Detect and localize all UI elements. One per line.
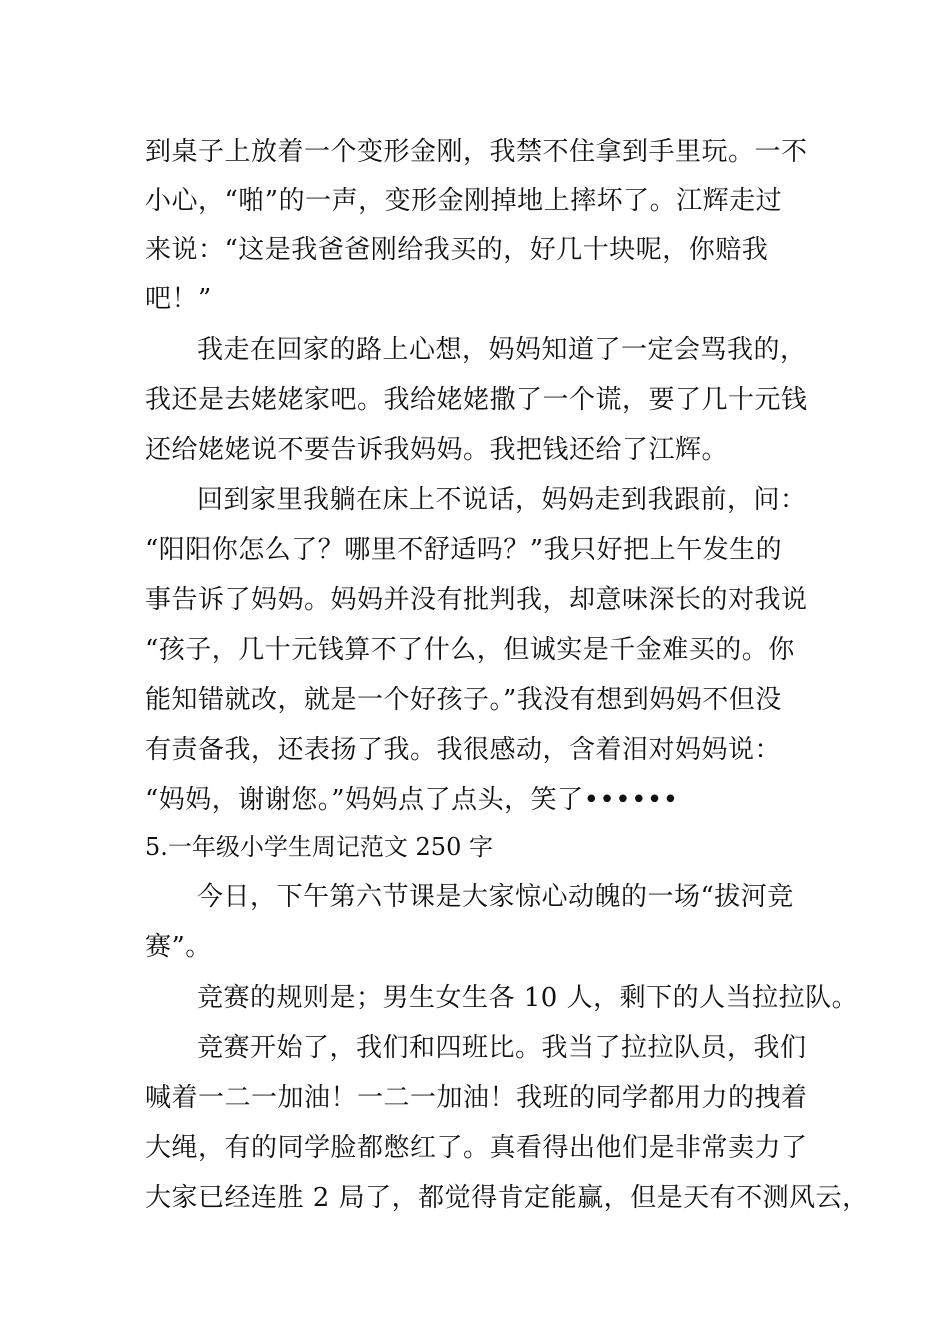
text-line: 有责备我，还表扬了我。我很感动，含着泪对妈妈说： <box>145 735 782 765</box>
text-line: 赛”。 <box>145 932 212 962</box>
text-line: 事告诉了妈妈。妈妈并没有批判我，却意味深长的对我说 <box>145 585 808 615</box>
text-line: 到桌子上放着一个变形金刚，我禁不住拿到手里玩。一不 <box>145 137 808 167</box>
text-line: 来说：“这是我爸爸刚给我买的，好几十块呢，你赔我 <box>145 235 769 265</box>
paragraph-first-line: 竞赛的规则是；男生女生各 10 人，剩下的人当拉拉队。 <box>197 983 859 1013</box>
text-line: 吧！” <box>145 284 212 314</box>
text-line: “阳阳你怎么了？哪里不舒适吗？”我只好把上午发生的 <box>145 535 783 565</box>
text-line: 我还是去姥姥家吧。我给姥姥撒了一个谎，要了几十元钱 <box>145 385 808 415</box>
text-line: 能知错就改，就是一个好孩子。”我没有想到妈妈不但没 <box>145 685 782 715</box>
text-line: “妈妈，谢谢您。”妈妈点了点头，笑了•••••• <box>145 785 679 815</box>
paragraph-first-line: 回到家里我躺在床上不说话，妈妈走到我跟前，问： <box>197 485 807 515</box>
text-line: “孩子，几十元钱算不了什么，但诚实是千金难买的。你 <box>145 635 795 665</box>
text-line: 大绳，有的同学脸都憋红了。真看得出他们是非常卖力了 <box>145 1133 808 1163</box>
text-line: 还给姥姥说不要告诉我妈妈。我把钱还给了江辉。 <box>145 435 729 465</box>
paragraph-first-line: 我走在回家的路上心想，妈妈知道了一定会骂我的， <box>197 335 807 365</box>
text-line: 小心，“啪”的一声，变形金刚掉地上摔坏了。江辉走过 <box>145 186 783 216</box>
text-line: 喊着一二一加油！一二一加油！我班的同学都用力的拽着 <box>145 1083 808 1113</box>
paragraph-first-line: 今日，下午第六节课是大家惊心动魄的一场“拔河竞 <box>197 882 794 912</box>
text-line: 大家已经连胜 2 局了，都觉得肯定能赢，但是天有不测风云， <box>145 1183 869 1213</box>
paragraph-first-line: 竞赛开始了，我们和四班比。我当了拉拉队员，我们 <box>197 1033 807 1063</box>
section-heading: 5.一年级小学生周记范文 250 字 <box>145 833 493 861</box>
